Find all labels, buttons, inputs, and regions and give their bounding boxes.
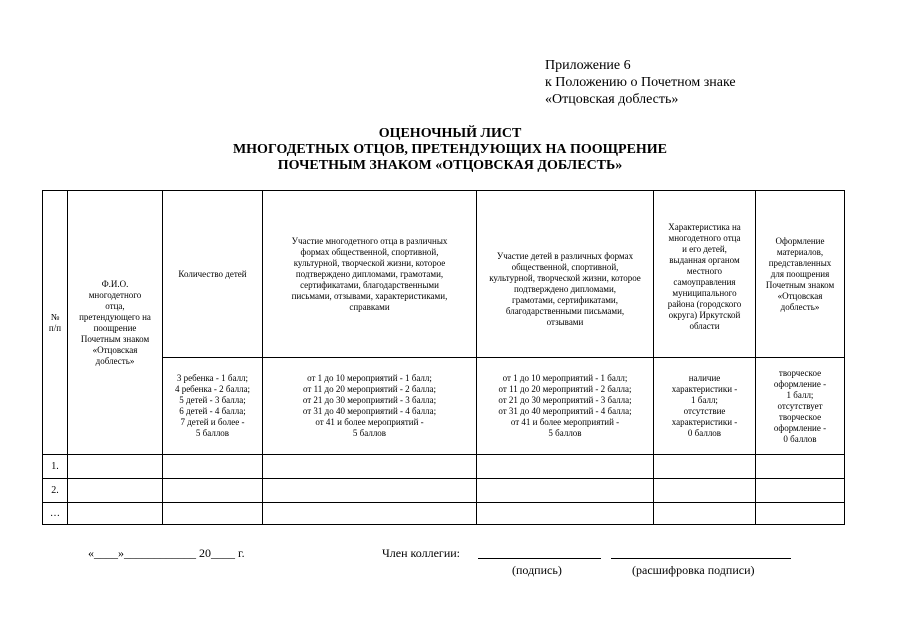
decode-caption: (расшифровка подписи) xyxy=(632,563,755,577)
appendix-line-1: Приложение 6 xyxy=(545,58,631,73)
row-number: 1. xyxy=(43,455,68,479)
table-cell[interactable] xyxy=(756,455,845,479)
table-cell[interactable] xyxy=(263,479,477,503)
header-number: № п/п xyxy=(43,191,68,455)
table-cell[interactable] xyxy=(163,479,263,503)
table-cell[interactable] xyxy=(477,479,654,503)
document-title xyxy=(150,126,750,174)
header-children-count: Количество детей xyxy=(163,191,263,358)
table-cell[interactable] xyxy=(68,455,163,479)
table-row xyxy=(43,479,845,503)
table-cell[interactable] xyxy=(263,455,477,479)
row-number: 2. xyxy=(43,479,68,503)
criteria-father-events: от 1 до 10 мероприятий - 1 балл; от 11 до 20 мероприятий - 2 балла; от 21 до 30 мероприятий - 3 балла; от 31 до 40 мероприятий - 4 балла; от 41 и более мероприятий - 5 баллов xyxy=(263,358,477,455)
criteria-children: 3 ребенка - 1 балл; 4 ребенка - 2 балла; 5 детей - 3 балла; 6 детей - 4 балла; 7 детей и более - 5 баллов xyxy=(163,358,263,455)
header-characteristic: Характеристика на многодетного отца и его детей, выданная органом местного самоуправления муниципального района (городского округа) Иркутской области xyxy=(654,191,756,358)
header-father-participation: Участие многодетного отца в различных формах общественной, спортивной, культурной, творческой жизни, которое подтверждено дипломами, грамотами, сертификатами, благодарственными письмами, отзывами, характеристиками, справками xyxy=(263,191,477,358)
date-field: «____»____________ 20____ г. xyxy=(88,546,245,560)
table-row xyxy=(43,455,845,479)
table-row xyxy=(43,503,845,525)
appendix-note xyxy=(545,57,736,108)
criteria-row xyxy=(43,358,845,455)
criteria-children-events: от 1 до 10 мероприятий - 1 балл; от 11 до 20 мероприятий - 2 балла; от 21 до 30 мероприятий - 3 балла; от 31 до 40 мероприятий - 4 балла; от 41 и более мероприятий - 5 баллов xyxy=(477,358,654,455)
table-cell[interactable] xyxy=(163,503,263,525)
evaluation-table xyxy=(42,190,845,525)
table-header-row xyxy=(43,191,845,358)
table-cell[interactable] xyxy=(477,455,654,479)
table-cell[interactable] xyxy=(654,455,756,479)
table-cell[interactable] xyxy=(68,503,163,525)
table-cell[interactable] xyxy=(68,479,163,503)
criteria-characteristic: наличие характеристики - 1 балл; отсутствие характеристики - 0 баллов xyxy=(654,358,756,455)
header-children-participation: Участие детей в различных формах общественной, спортивной, культурной, творческой жизни, которое подтверждено дипломами, грамотами, сертификатами, благодарственными письмами, отзывами xyxy=(477,191,654,358)
header-materials: Оформление материалов, представленных для поощрения Почетным знаком «Отцовская доблесть» xyxy=(756,191,845,358)
title-line-3: ПОЧЕТНЫМ ЗНАКОМ «ОТЦОВСКАЯ ДОБЛЕСТЬ» xyxy=(277,158,623,173)
signature-decode-line[interactable] xyxy=(611,558,791,559)
title-line-2: МНОГОДЕТНЫХ ОТЦОВ, ПРЕТЕНДУЮЩИХ НА ПООЩРЕНИЕ xyxy=(232,142,668,157)
appendix-line-3: «Отцовская доблесть» xyxy=(545,92,679,107)
table-cell[interactable] xyxy=(654,479,756,503)
criteria-materials: творческое оформление - 1 балл; отсутствует творческое оформление - 0 баллов xyxy=(756,358,845,455)
appendix-line-2: к Положению о Почетном знаке xyxy=(545,75,736,90)
table-cell[interactable] xyxy=(756,503,845,525)
table-cell[interactable] xyxy=(163,455,263,479)
header-father-name: Ф.И.О. многодетного отца, претендующего на поощрение Почетным знаком «Отцовская доблесть» xyxy=(68,191,163,455)
row-number: … xyxy=(43,503,68,525)
table-cell[interactable] xyxy=(263,503,477,525)
member-label: Член коллегии: xyxy=(382,546,460,560)
table-cell[interactable] xyxy=(477,503,654,525)
table-cell[interactable] xyxy=(756,479,845,503)
table-cell[interactable] xyxy=(654,503,756,525)
title-line-1: ОЦЕНОЧНЫЙ ЛИСТ xyxy=(378,126,522,141)
signature-caption: (подпись) xyxy=(512,563,562,577)
signature-line[interactable] xyxy=(478,558,601,559)
